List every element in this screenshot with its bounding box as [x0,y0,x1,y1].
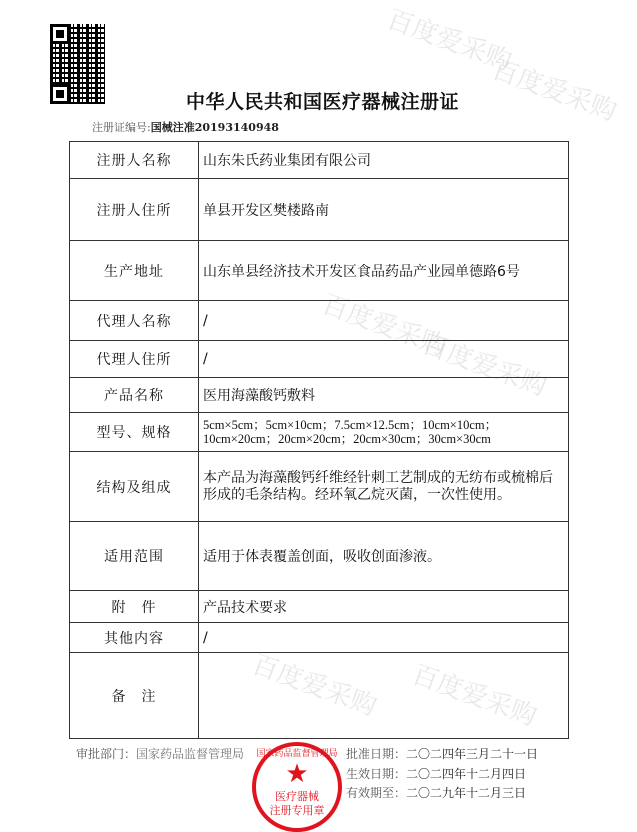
watermark: 百度爱采购 [407,659,541,733]
seal-ring-text: 国家药品监督管理局 [256,749,338,759]
qr-code [50,24,105,104]
dept-value: 国家药品监督管理局 [136,747,245,761]
row-value: 本产品为海藻酸钙纤维经针刺工艺制成的无纺布或梳棉后形成的毛条结构。经环氧乙烷灭菌，一次性使用。 [199,452,569,522]
table-row [70,179,569,241]
table-row [70,241,569,301]
row-value: / [199,341,569,378]
row-label: 适用范围 [70,522,199,591]
row-value: 5cm×5cm；5cm×10cm；7.5cm×12.5cm；10cm×10cm；10cm×20cm；20cm×20cm；20cm×30cm；30cm×30cm [199,413,569,452]
watermark: 百度爱采购 [417,329,551,403]
watermark: 百度爱采购 [317,289,451,363]
row-value: 山东朱氏药业集团有限公司 [199,142,569,179]
row-label: 备 注 [70,653,199,739]
table-row [70,142,569,179]
row-value [199,653,569,739]
table-row [70,452,569,522]
official-seal [252,742,342,832]
approve-value: 二〇二四年三月二十一日 [406,747,539,761]
row-label: 附 件 [70,591,199,623]
row-label: 代理人住所 [70,341,199,378]
row-value: 山东单县经济技术开发区食品药品产业园单德路6号 [199,241,569,301]
row-value: 适用于体表覆盖创面，吸收创面渗液。 [199,522,569,591]
table-row [70,301,569,341]
row-label: 结构及组成 [70,452,199,522]
table-row [70,413,569,452]
watermark: 百度爱采购 [487,54,621,128]
certificate-table [69,141,569,739]
table-row [70,653,569,739]
registration-number [92,119,279,135]
expiry-date [346,786,526,800]
row-value: 单县开发区樊楼路南 [199,179,569,241]
row-value: / [199,301,569,341]
row-label: 注册人住所 [70,179,199,241]
reg-no-value: 国械注准20193140948 [150,121,279,134]
table-row [70,378,569,413]
dept-label: 审批部门： [76,747,137,761]
row-value: / [199,623,569,653]
effective-value: 二〇二四年十二月四日 [406,767,527,781]
seal-line2: 注册专用章 [269,804,325,817]
table-row [70,591,569,623]
row-value: 医用海藻酸钙敷料 [199,378,569,413]
effective-label: 生效日期： [346,767,407,781]
row-label: 产品名称 [70,378,199,413]
seal-line1: 医疗器械 [275,790,319,803]
expire-label: 有效期至： [346,786,407,800]
approval-date [346,747,538,761]
reg-no-label: 注册证编号: [92,121,151,134]
expire-value: 二〇二九年十二月三日 [406,786,527,800]
row-label: 生产地址 [70,241,199,301]
approval-department [76,747,244,761]
row-label: 代理人名称 [70,301,199,341]
watermark: 百度爱采购 [382,4,516,78]
watermark: 百度爱采购 [247,649,381,723]
row-label: 型号、规格 [70,413,199,452]
star-icon: ★ [285,759,309,789]
effective-date [346,767,526,781]
row-label: 注册人名称 [70,142,199,179]
table-row [70,341,569,378]
table-row [70,522,569,591]
row-value: 产品技术要求 [199,591,569,623]
row-label: 其他内容 [70,623,199,653]
table-row [70,623,569,653]
document-title: 中华人民共和国医疗器械注册证 [186,91,460,113]
approve-label: 批准日期： [346,747,407,761]
